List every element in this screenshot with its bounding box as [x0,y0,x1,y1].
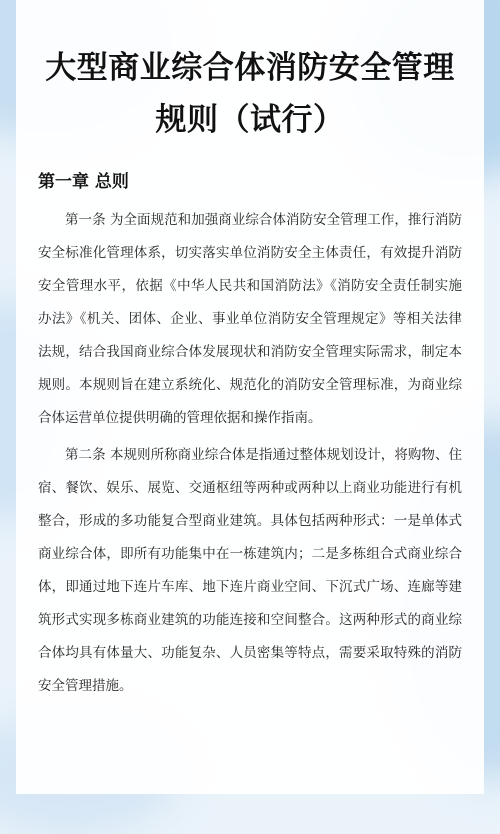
document-title-line2: 规则（试行） [155,102,345,138]
document-title [38,0,462,146]
chapter-heading: 第一章 总则 [38,172,129,192]
article-2: 第二条 本规则所称商业综合体是指通过整体规划设计，将购物、住宿、餐饮、娱乐、展览、交通枢纽等两种或两种以上商业功能进行有机整合，形成的多功能复合型商业建筑。具体包括两种形式：一是单体式商业综合体，即所有功能集中在一栋建筑内；二是多栋组合式商业综合体，即通过地下连片车库、地下连片商业空间、下沉式广场、连廊等建筑形式实现多栋商业建筑的功能连接和空间整合。这两种形式的商业综合体均具有体量大、功能复杂、人员密集等特点，需要采取特殊的消防安全管理措施。 [38,447,462,694]
document-page [16,0,484,794]
document-title-line1: 大型商业综合体消防安全管理 [45,50,455,86]
article-1: 第一条 为全面规范和加强商业综合体消防安全管理工作，推行消防安全标准化管理体系，切实落实单位消防安全主体责任，有效提升消防安全管理水平，依据《中华人民共和国消防法》《消防安全责任制实施办法》《机关、团体、企业、事业单位消防安全管理规定》等相关法律法规，结合我国商业综合体发展现状和消防安全管理实际需求，制定本规则。本规则旨在建立系统化、规范化的消防安全管理标准，为商业综合体运营单位提供明确的管理依据和操作指南。 [38,212,462,426]
